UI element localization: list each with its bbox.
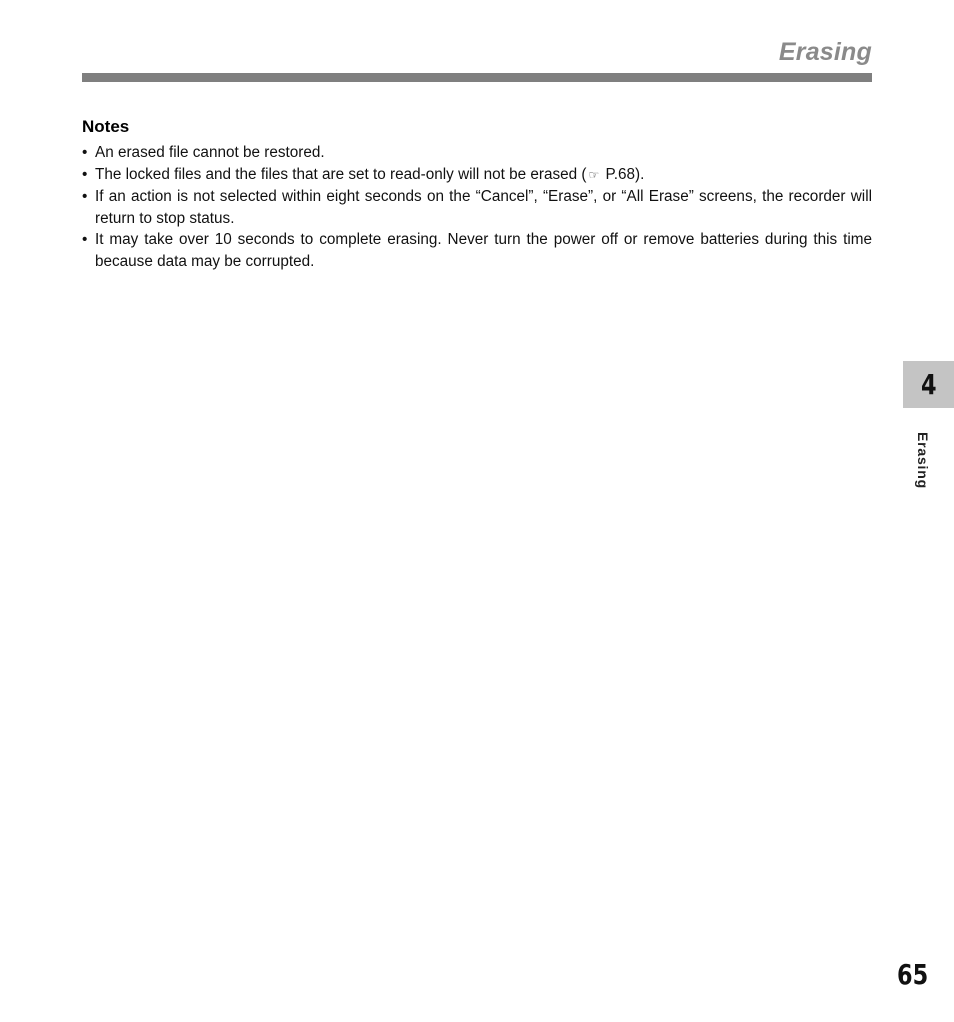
list-item [82,186,872,229]
note-text: If an action is not selected within eight seconds on the “Cancel”, “Erase”, or “All Erase” screens, the recorder will return to stop status. [95,188,872,227]
bullet: • [82,231,88,249]
bullet: • [82,165,88,183]
note-text: P.68). [601,165,645,183]
bullet: • [82,188,88,206]
chapter-number: 4 [920,368,937,401]
page-number: 65 [897,958,929,991]
list-item [82,164,872,187]
page-section-title: Erasing [778,38,872,66]
chapter-tab [903,361,954,408]
note-text: The locked files and the files that are set to read-only will not be erased ( [95,165,587,183]
reference-hand-icon: ☞ [588,167,600,182]
notes-list [82,142,872,273]
side-chapter-label [914,428,932,492]
header-rule [82,73,872,82]
bullet: • [82,144,88,161]
list-item [82,229,872,272]
side-chapter-label-text: Erasing [915,431,931,489]
notes-heading: Notes [82,117,130,136]
list-item [82,142,872,164]
note-text: It may take over 10 seconds to complete erasing. Never turn the power off or remove batteries during this time because data may be corrupted. [95,231,872,270]
notes-section [82,117,872,273]
note-text: An erased file cannot be restored. [95,144,325,161]
